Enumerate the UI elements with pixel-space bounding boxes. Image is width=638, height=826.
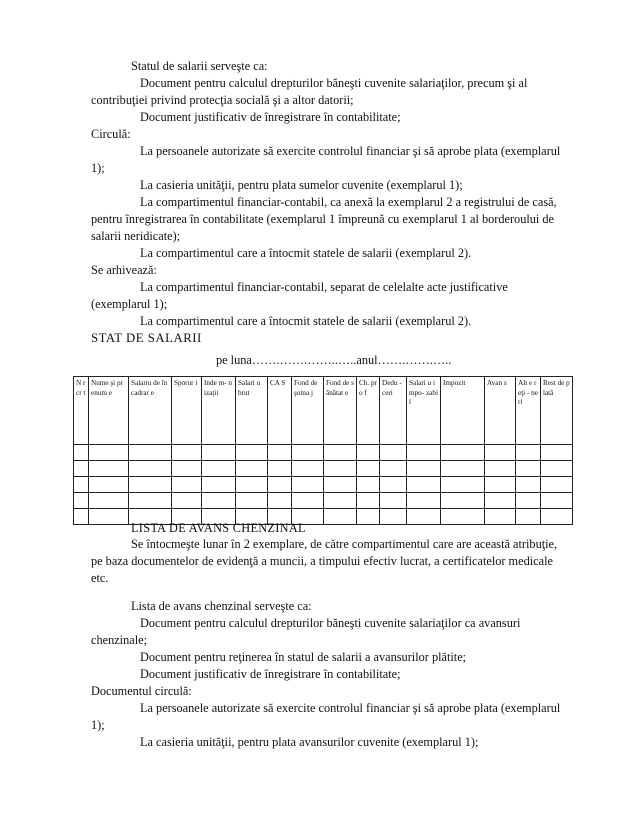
table-cell xyxy=(268,493,292,509)
col-nume-prenume: Nume şi prenum e xyxy=(89,377,129,445)
lista-bullet-2: Document pentru reţinerea în statul de salarii a avansurilor plătite; xyxy=(140,650,467,664)
table-cell xyxy=(407,477,441,493)
intro-serveste: Statul de salarii serveşte ca: xyxy=(131,59,268,73)
table-cell xyxy=(380,445,407,461)
intro-arhiveaza: Se arhivează: xyxy=(91,263,157,277)
table-cell xyxy=(357,477,380,493)
table-cell xyxy=(202,461,236,477)
table-cell xyxy=(89,445,129,461)
table-cell xyxy=(541,509,573,525)
arhiveaza-item-1: La compartimentul financiar-contabil, separat de celelalte acte justificative xyxy=(140,280,508,294)
table-row xyxy=(74,461,573,477)
col-ch-prof: Ch. pro f xyxy=(357,377,380,445)
lista-circula-item-2: La casieria unităţii, pentru plata avansurilor cuvenite (exemplarul 1); xyxy=(140,735,479,749)
col-salariu-incadrare: Salariu de încadrar e xyxy=(129,377,172,445)
lista-bullet-1: Document pentru calculul drepturilor băneşti cuvenite salariaţilor ca avansuri xyxy=(140,616,521,630)
col-salariu-brut: Salari u brut xyxy=(236,377,268,445)
col-cas: CA S xyxy=(268,377,292,445)
lista-circula-item-1-cont: 1); xyxy=(91,718,105,732)
table-cell xyxy=(236,461,268,477)
table-cell xyxy=(74,509,89,525)
lista-p1-line1: Se întocmeşte lunar în 2 exemplare, de către compartimentul care are această atribuţie, xyxy=(131,537,558,551)
table-body xyxy=(74,445,573,525)
table-cell xyxy=(268,477,292,493)
lista-p1-line3: etc. xyxy=(91,571,109,585)
table-cell xyxy=(89,461,129,477)
table-cell xyxy=(236,493,268,509)
circula-item-3: La compartimentul financiar-contabil, ca anexă la exemplarul 2 a registrului de casă, xyxy=(140,195,557,209)
lista-p1-line2: pe baza documentelor de evidenţă a muncii, a timpului efectiv lucrat, a certificatelor medicale xyxy=(91,554,553,568)
intro-circula: Circulă: xyxy=(91,127,131,141)
table-cell xyxy=(485,445,516,461)
intro-bullet-1-cont: contribuţiei privind protecţia socială şi a altor datorii; xyxy=(91,93,354,107)
col-deduceri: Dedu - ceri xyxy=(380,377,407,445)
table-cell xyxy=(516,461,541,477)
table-cell xyxy=(324,509,357,525)
table-cell xyxy=(441,493,485,509)
table-cell xyxy=(268,461,292,477)
circula-item-3-cont-2: salarii neridicate); xyxy=(91,229,181,243)
table-cell xyxy=(380,461,407,477)
lista-title: LISTA DE AVANS CHENZINAL xyxy=(131,521,306,535)
table-cell xyxy=(441,461,485,477)
table-cell xyxy=(324,461,357,477)
lista-serveste: Lista de avans chenzinal serveşte ca: xyxy=(131,599,312,613)
col-salariu-impozabil: Salari u impo- zabil xyxy=(407,377,441,445)
lista-bullet-3: Document justificativ de înregistrare în contabilitate; xyxy=(140,667,401,681)
table-row xyxy=(74,445,573,461)
table-cell xyxy=(236,477,268,493)
arhiveaza-item-2: La compartimentul care a întocmit statele de salarii (exemplarul 2). xyxy=(140,314,472,328)
col-sporuri: Sporur i xyxy=(172,377,202,445)
col-impozit: Impozit xyxy=(441,377,485,445)
table-cell xyxy=(441,445,485,461)
table-cell xyxy=(541,477,573,493)
intro-bullet-2: Document justificativ de înregistrare în contabilitate; xyxy=(140,110,401,124)
table-cell xyxy=(292,477,324,493)
table-cell xyxy=(74,461,89,477)
arhiveaza-item-1-cont: (exemplarul 1); xyxy=(91,297,168,311)
intro-bullet-1: Document pentru calculul drepturilor băneşti cuvenite salariaţilor, precum şi al xyxy=(140,76,528,90)
circula-item-4: La compartimentul care a întocmit statele de salarii (exemplarul 2). xyxy=(140,246,472,260)
table-cell xyxy=(324,477,357,493)
table-cell xyxy=(485,509,516,525)
table-cell xyxy=(129,445,172,461)
table-cell xyxy=(89,509,129,525)
table-header-row xyxy=(74,377,573,445)
table-cell xyxy=(485,493,516,509)
lista-bullet-1-cont: chenzinale; xyxy=(91,633,147,647)
table-cell xyxy=(516,509,541,525)
table-cell xyxy=(407,493,441,509)
table-cell xyxy=(541,461,573,477)
table-cell xyxy=(516,445,541,461)
stat-salarii-table xyxy=(73,376,573,525)
table-cell xyxy=(441,477,485,493)
table-cell xyxy=(89,493,129,509)
col-avans: Avan s xyxy=(485,377,516,445)
table-cell xyxy=(357,509,380,525)
col-alte-retineri: Alt e reţi - neri xyxy=(516,377,541,445)
table-cell xyxy=(172,477,202,493)
circula-item-3-cont-1: pentru înregistrarea în contabilitate (exemplarul 1 împreună cu exemplarul 1 al borderoului de xyxy=(91,212,555,226)
table-cell xyxy=(324,445,357,461)
table-cell xyxy=(485,461,516,477)
table-cell xyxy=(172,493,202,509)
table-cell xyxy=(172,445,202,461)
table-cell xyxy=(380,509,407,525)
luna-line: pe luna…….…….……..…..anul…….…….….. xyxy=(216,353,452,367)
table-cell xyxy=(407,445,441,461)
table-cell xyxy=(380,477,407,493)
table-cell xyxy=(357,461,380,477)
table-cell xyxy=(268,445,292,461)
table-cell xyxy=(74,445,89,461)
table-cell xyxy=(357,493,380,509)
table-row xyxy=(74,493,573,509)
table-cell xyxy=(202,445,236,461)
table-cell xyxy=(441,509,485,525)
table-cell xyxy=(202,493,236,509)
col-indemnizatii: Inde m- nizaţii xyxy=(202,377,236,445)
table-row xyxy=(74,477,573,493)
table-cell xyxy=(292,461,324,477)
col-nr-crt: N r cr t xyxy=(74,377,89,445)
table-cell xyxy=(380,493,407,509)
table-cell xyxy=(89,477,129,493)
circula-item-1-cont: 1); xyxy=(91,161,105,175)
table-cell xyxy=(129,493,172,509)
table-cell xyxy=(292,445,324,461)
table-cell xyxy=(516,477,541,493)
col-rest-de-plata: Rest de plată xyxy=(541,377,573,445)
circula-item-2: La casieria unităţii, pentru plata sumelor cuvenite (exemplarul 1); xyxy=(140,178,463,192)
table-cell xyxy=(202,477,236,493)
table-cell xyxy=(541,445,573,461)
table-cell xyxy=(172,461,202,477)
table-cell xyxy=(541,493,573,509)
table-cell xyxy=(407,461,441,477)
stat-title: STAT DE SALARII xyxy=(91,331,202,345)
table-cell xyxy=(357,445,380,461)
lista-circula-item-1: La persoanele autorizate să exercite controlul financiar şi să aprobe plata (exemplarul xyxy=(140,701,561,715)
table-cell xyxy=(129,477,172,493)
table-cell xyxy=(236,445,268,461)
lista-circula: Documentul circulă: xyxy=(91,684,192,698)
circula-item-1: La persoanele autorizate să exercite controlul financiar şi să aprobe plata (exemplarul xyxy=(140,144,561,158)
table-cell xyxy=(74,493,89,509)
table-cell xyxy=(407,509,441,525)
col-fond-sanatate: Fond de sănătat e xyxy=(324,377,357,445)
table-cell xyxy=(129,461,172,477)
col-fond-somaj: Fond de şoma j xyxy=(292,377,324,445)
table-cell xyxy=(485,477,516,493)
table-cell xyxy=(74,477,89,493)
table-cell xyxy=(324,493,357,509)
table-cell xyxy=(292,493,324,509)
table-cell xyxy=(516,493,541,509)
